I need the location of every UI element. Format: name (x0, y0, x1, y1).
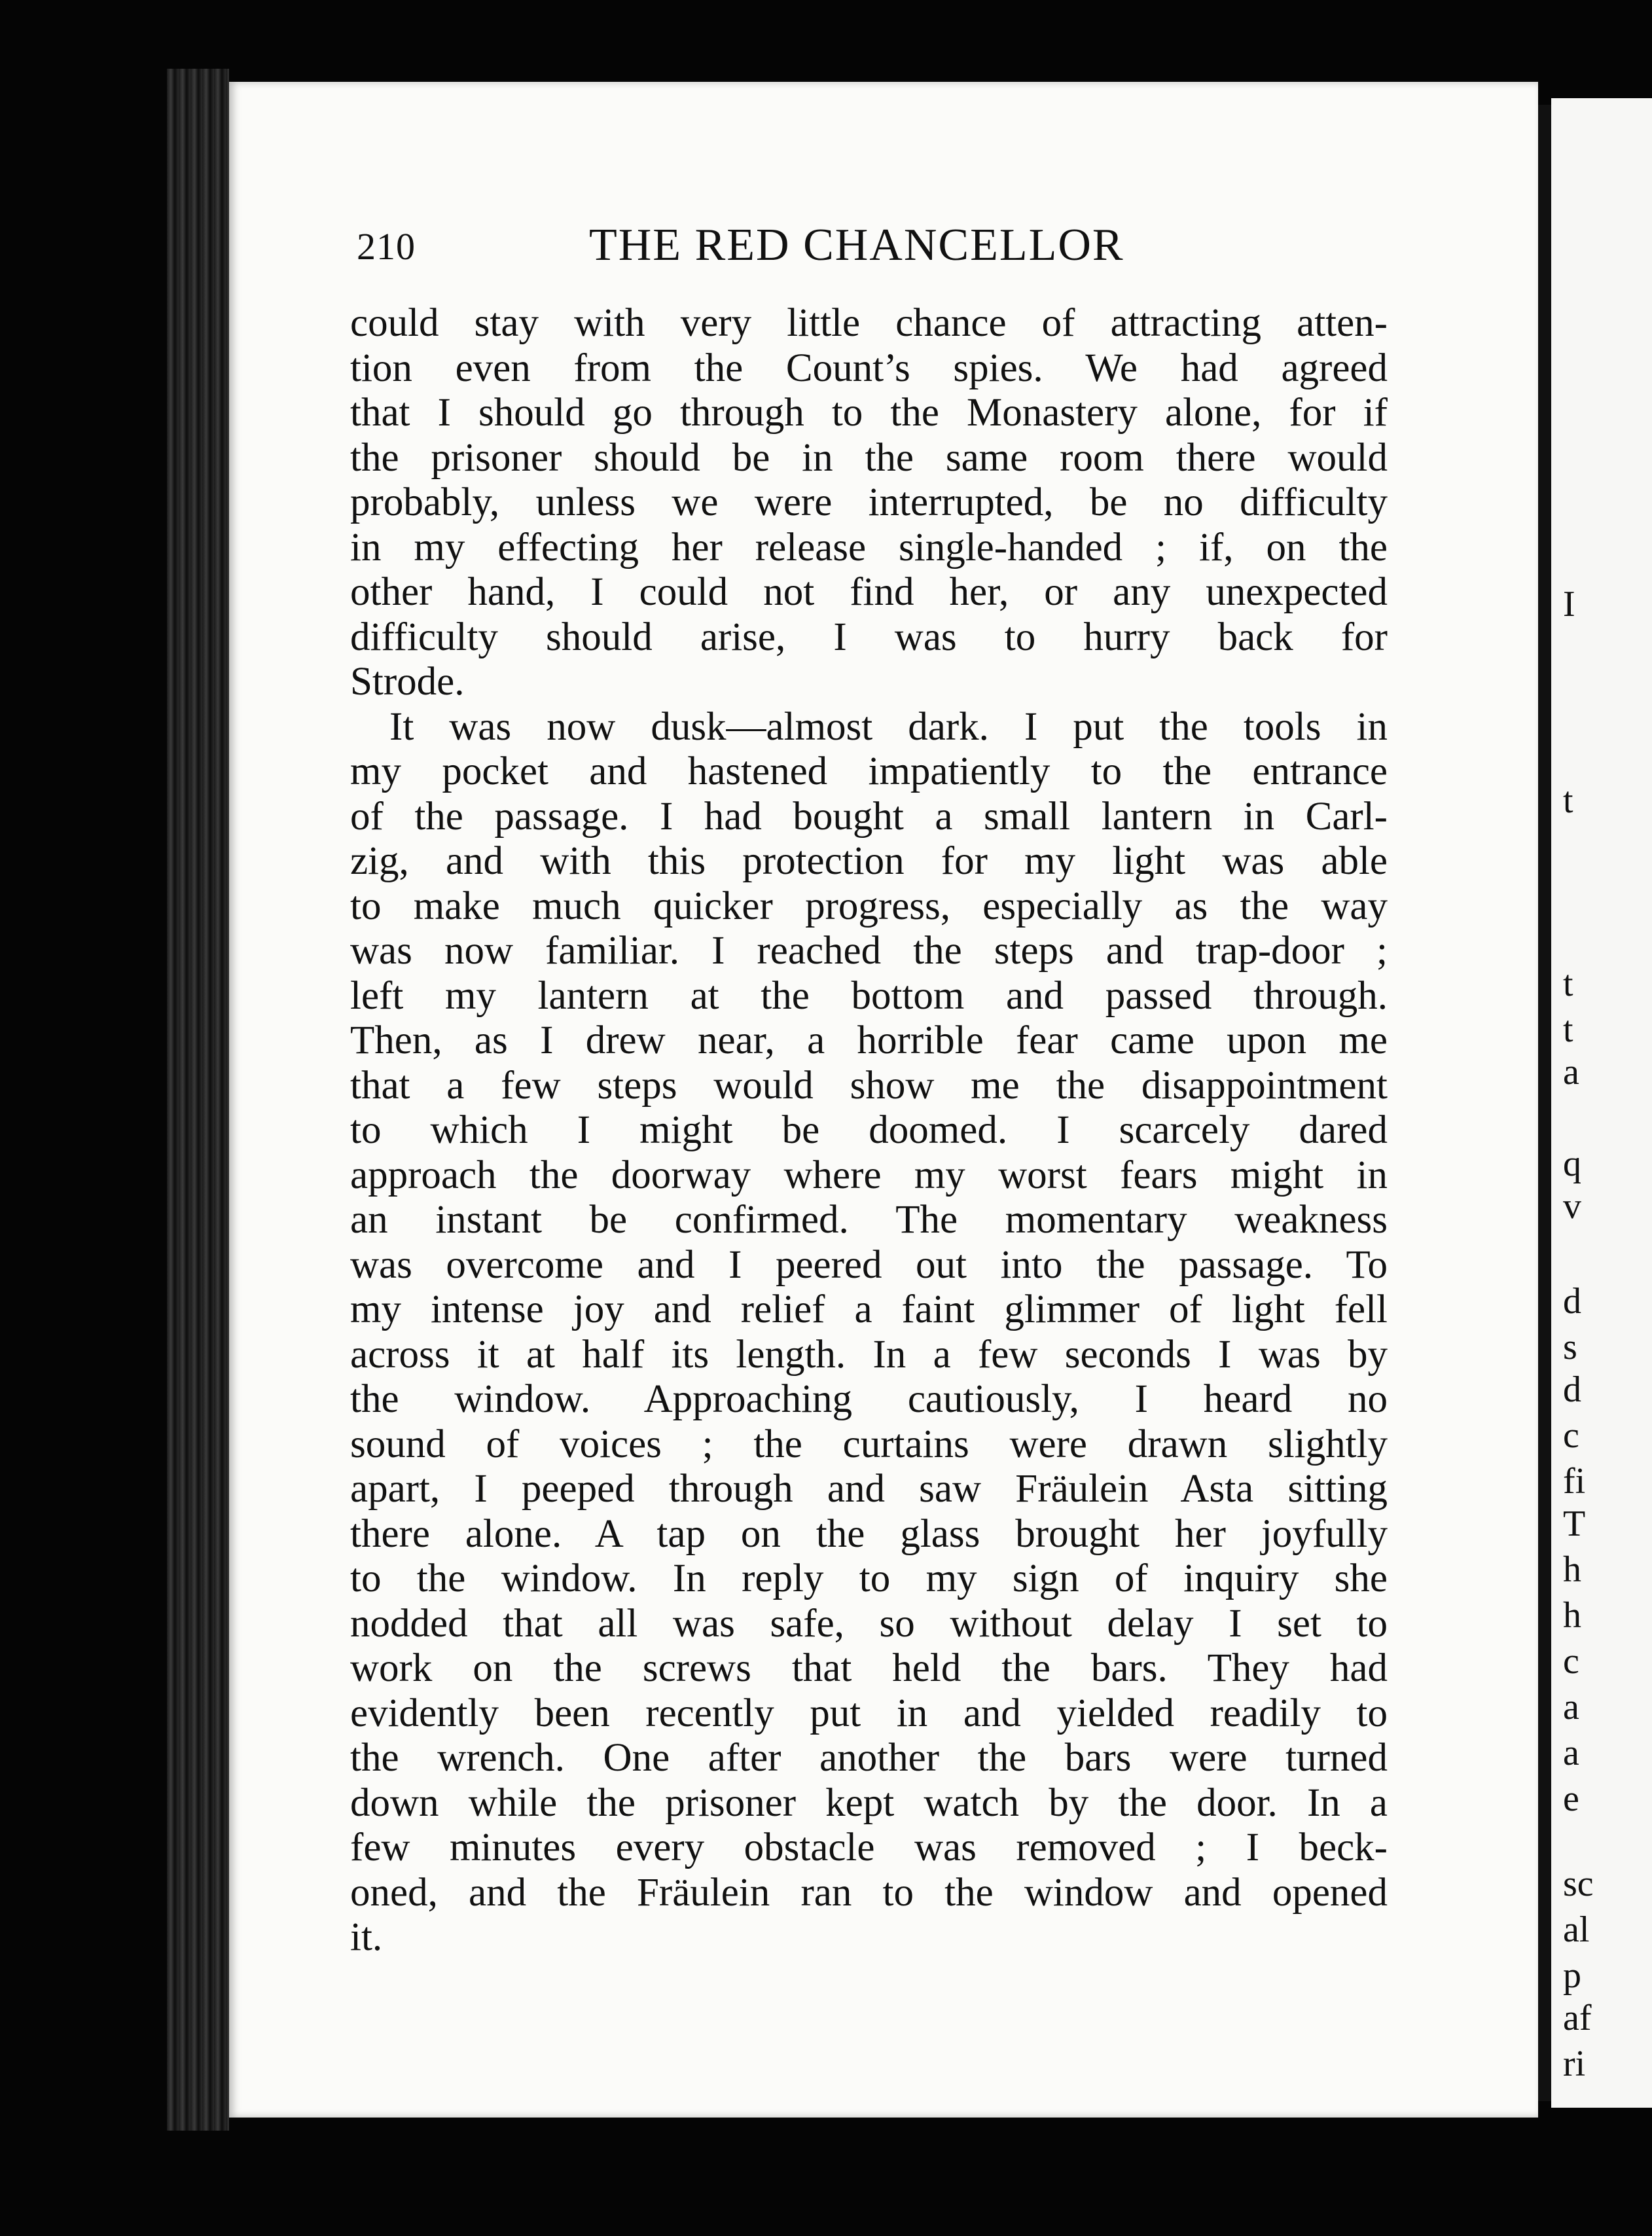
text-line: left my lantern at the bottom and passed through. (350, 973, 1388, 1018)
facing-page-fragment: e (1563, 1778, 1579, 1819)
facing-page-fragment: h (1563, 1595, 1581, 1636)
facing-page-fragment: a (1563, 1733, 1579, 1773)
text-line: few minutes every obstacle was removed ; I beck- (350, 1826, 1388, 1869)
facing-page-fragment: t (1563, 780, 1573, 821)
facing-page-fragment: ri (1563, 2044, 1586, 2084)
facing-page-fragment: c (1563, 1415, 1579, 1456)
text-line: approach the doorway where my worst fears might in (350, 1153, 1388, 1197)
text-line: probably, unless we were interrupted, be no difficulty (350, 480, 1388, 524)
text-line: the prisoner should be in the same room there would (350, 435, 1388, 480)
text-line: tion even from the Count’s spies. We had agreed (350, 346, 1388, 390)
text-line: was overcome and I peered out into the passage. To (350, 1242, 1388, 1287)
facing-page-edge (1551, 98, 1652, 2108)
text-line: sound of voices ; the curtains were drawn slightly (350, 1422, 1388, 1466)
facing-page-fragment: s (1563, 1327, 1577, 1367)
page-gutter (1538, 105, 1551, 2101)
text-line: across it at half its length. In a few seconds I was by (350, 1332, 1388, 1377)
text-line: that I should go through to the Monastery alone, for if (350, 391, 1388, 435)
facing-page-fragment: al (1563, 1909, 1590, 1950)
facing-page-fragment: a (1563, 1052, 1579, 1092)
text-line: that a few steps would show me the disappointment (350, 1063, 1388, 1108)
text-line: of the passage. I had bought a small lantern in Carl- (350, 794, 1388, 838)
facing-page-fragment: p (1563, 1955, 1581, 1996)
text-line: work on the screws that held the bars. They had (350, 1646, 1388, 1690)
text-line: zig, and with this protection for my light was able (350, 839, 1388, 883)
facing-page-fragment: q (1563, 1144, 1581, 1184)
text-line: could stay with very little chance of attracting atten- (350, 301, 1388, 345)
text-line: to make much quicker progress, especially as the way (350, 884, 1388, 928)
text-line: to which I might be doomed. I scarcely dared (350, 1108, 1388, 1152)
text-line: the window. Approaching cautiously, I heard no (350, 1377, 1388, 1421)
facing-page-fragment: t (1563, 964, 1573, 1004)
text-line: difficulty should arise, I was to hurry back for (350, 615, 1388, 659)
text-line: in my effecting her release single-handed ; if, on the (350, 525, 1388, 569)
text-line: there alone. A tap on the glass brought her joyfully (350, 1511, 1388, 1556)
text-line: Strode. (350, 660, 465, 704)
facing-page-fragment: h (1563, 1549, 1581, 1590)
facing-page-fragment: t (1563, 1009, 1573, 1050)
facing-page-fragment: a (1563, 1687, 1579, 1727)
text-line: nodded that all was safe, so without delay I set to (350, 1601, 1388, 1646)
text-line: was now familiar. I reached the steps and trap-door ; (350, 929, 1388, 973)
facing-page-fragment: v (1563, 1186, 1581, 1227)
text-line: my pocket and hastened impatiently to the entrance (350, 749, 1388, 793)
text-line: my intense joy and relief a faint glimmer of light fell (350, 1288, 1388, 1331)
text-line: down while the prisoner kept watch by the door. In a (350, 1780, 1388, 1825)
facing-page-fragment: d (1563, 1281, 1581, 1322)
facing-page-fragment: I (1563, 584, 1575, 624)
running-head (357, 219, 1384, 285)
text-line: It was now dusk—almost dark. I put the tools in (389, 704, 1388, 749)
body-text (350, 301, 1388, 1960)
book-spine (167, 69, 229, 2131)
facing-page-fragment: sc (1563, 1864, 1594, 1904)
text-line: apart, I peeped through and saw Fräulein Asta sitting (350, 1467, 1388, 1511)
text-line: to the window. In reply to my sign of inquiry she (350, 1557, 1388, 1600)
text-line: Then, as I drew near, a horrible fear came upon me (350, 1019, 1388, 1062)
facing-page-fragment: af (1563, 1998, 1592, 2038)
text-line: other hand, I could not find her, or any unexpected (350, 570, 1388, 614)
facing-page-fragment: T (1563, 1504, 1586, 1544)
text-line: an instant be confirmed. The momentary weakness (350, 1198, 1388, 1242)
text-line: evidently been recently put in and yielded readily to (350, 1691, 1388, 1735)
facing-page-fragment: fi (1563, 1461, 1586, 1502)
facing-page-fragment: c (1563, 1641, 1579, 1682)
text-line: the wrench. One after another the bars were turned (350, 1736, 1388, 1780)
running-title: THE RED CHANCELLOR (589, 220, 1124, 270)
text-line: oned, and the Fräulein ran to the window and opened (350, 1870, 1388, 1915)
text-line: it. (350, 1915, 383, 1959)
page-number: 210 (357, 225, 416, 268)
facing-page-fragment: d (1563, 1369, 1581, 1410)
